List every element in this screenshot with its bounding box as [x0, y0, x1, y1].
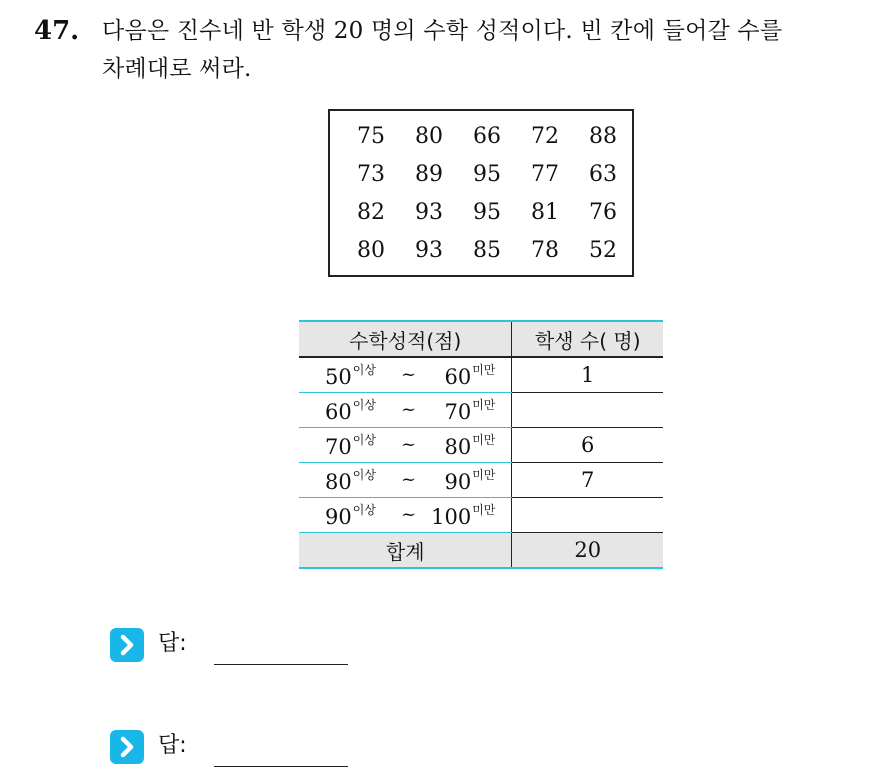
- table-row: [299, 463, 663, 498]
- range-low-suffix: 이상: [352, 503, 376, 517]
- range-low: $80^{이상}$: [325, 468, 376, 494]
- question-number: 47.: [34, 16, 80, 46]
- range-high: $80^{미만}$: [444, 433, 496, 459]
- range-low-suffix: 이상: [352, 468, 376, 482]
- score-cell: 93: [415, 200, 443, 225]
- chevron-right-icon: [110, 730, 144, 764]
- range-low: $50^{이상}$: [325, 363, 376, 389]
- range-tilde: ~: [401, 364, 417, 385]
- range-cell: [299, 498, 512, 533]
- range-high-suffix: 미만: [472, 503, 496, 517]
- range-low: $60^{이상}$: [325, 398, 376, 424]
- range-tilde: ~: [401, 504, 417, 525]
- range-tilde: ~: [401, 469, 417, 490]
- count-cell-blank: [512, 393, 663, 428]
- scores-box: [328, 109, 634, 277]
- chevron-right-icon: [110, 628, 144, 662]
- range-high-suffix: 미만: [472, 433, 496, 447]
- range-cell: [299, 463, 512, 498]
- table-row: [299, 393, 663, 428]
- range-tilde: ~: [401, 399, 417, 420]
- score-cell: 52: [589, 238, 617, 263]
- answer-blank-2[interactable]: [214, 766, 348, 767]
- range-high-suffix: 미만: [472, 363, 496, 377]
- score-cell: 95: [473, 200, 501, 225]
- score-cell: 73: [357, 162, 385, 187]
- score-cell: 80: [415, 124, 443, 149]
- score-cell: 76: [589, 200, 617, 225]
- score-cell: 80: [357, 238, 385, 263]
- table-row: [299, 357, 663, 393]
- range-high: $100^{미만}$: [431, 503, 496, 529]
- score-cell: 75: [357, 124, 385, 149]
- score-cell: 81: [531, 200, 559, 225]
- score-cell: 85: [473, 238, 501, 263]
- score-cell: 93: [415, 238, 443, 263]
- question-text-line1: 다음은 진수네 반 학생 20 명의 수학 성적이다. 빈 칸에 들어갈 수를: [102, 18, 783, 44]
- score-cell: 72: [531, 124, 559, 149]
- score-cell: 66: [473, 124, 501, 149]
- score-cell: 82: [357, 200, 385, 225]
- range-high-suffix: 미만: [472, 398, 496, 412]
- range-cell: [299, 393, 512, 428]
- table-row: [299, 428, 663, 463]
- answer-row-1: [110, 626, 370, 666]
- count-cell: 6: [512, 428, 663, 463]
- count-cell-blank: [512, 498, 663, 533]
- range-cell: [299, 357, 512, 393]
- count-cell: 7: [512, 463, 663, 498]
- score-cell: 77: [531, 162, 559, 187]
- score-cell: 88: [589, 124, 617, 149]
- score-cell: 78: [531, 238, 559, 263]
- score-cell: 95: [473, 162, 501, 187]
- count-cell: 1: [512, 357, 663, 393]
- answer-blank-1[interactable]: [214, 664, 348, 665]
- score-cell: 89: [415, 162, 443, 187]
- score-cell: 63: [589, 162, 617, 187]
- table-row: [299, 498, 663, 533]
- range-low-suffix: 이상: [352, 433, 376, 447]
- range-cell: [299, 428, 512, 463]
- total-label: 합계: [299, 533, 512, 569]
- header-student-count: 학생 수( 명): [512, 321, 663, 357]
- answer-label: 답:: [158, 631, 187, 656]
- answer-row-2: [110, 728, 370, 768]
- table-header-row: [299, 321, 663, 357]
- range-tilde: ~: [401, 434, 417, 455]
- range-low: $70^{이상}$: [325, 433, 376, 459]
- frequency-table: [299, 320, 663, 569]
- answer-label: 답:: [158, 733, 187, 758]
- range-low-suffix: 이상: [352, 398, 376, 412]
- range-high-suffix: 미만: [472, 468, 496, 482]
- question-text-line2: 차례대로 써라.: [102, 56, 252, 82]
- range-high: $90^{미만}$: [444, 468, 496, 494]
- table-total-row: [299, 533, 663, 569]
- range-high: $70^{미만}$: [444, 398, 496, 424]
- total-count: 20: [512, 533, 663, 569]
- header-score-range: 수학성적(점): [299, 321, 512, 357]
- range-low-suffix: 이상: [352, 363, 376, 377]
- scores-grid: [342, 123, 632, 275]
- range-high: $60^{미만}$: [444, 363, 496, 389]
- range-low: $90^{이상}$: [325, 503, 376, 529]
